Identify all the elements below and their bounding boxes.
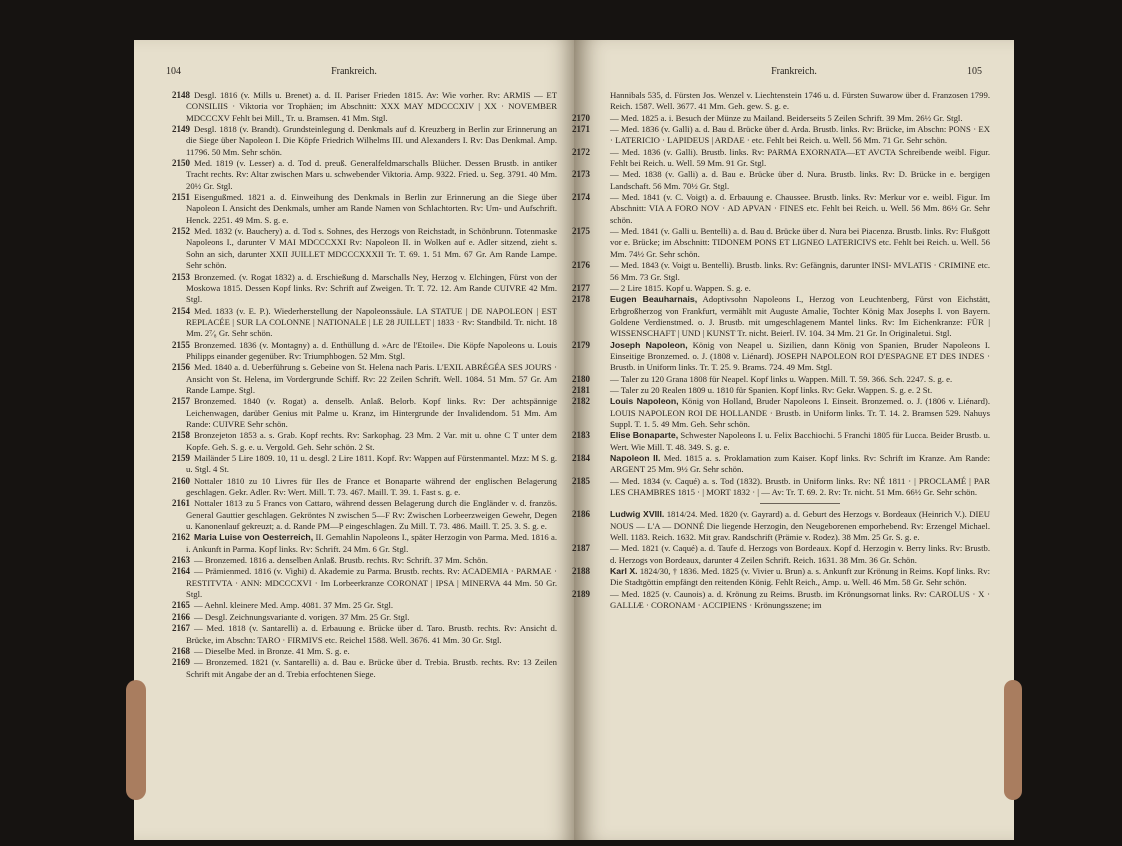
entry-text: Desgl. 1816 (v. Mills u. Brenet) a. d. II. Pariser Frieden 1815. Av: Wie vorher. Rv: ARMIS — ET CONSILIIS · Viktoria vor Trophäen; im Abschnitt: XXX MAY MDCCCXIV | XX · NOVEMBER MDCCCXV Fehlt bei Mill., Tr. u. Bramsen. 41 Mm. Stgl. (186, 90, 557, 123)
person-heading: Elise Bonaparte, (610, 430, 679, 441)
catalog-entry (172, 453, 557, 476)
lot-number: 2174 (572, 192, 590, 203)
entry-text: — Med. 1841 (v. C. Voigt) a. d. Erbauung e. Chaussee. Brustb. links. Rv: Merkur vor e. weibl. Figur. Im Abschnitt: VIA A FORO NOV · AD APVAN · FINES etc. Fehlt bei Reich. u. Well. 56 Mm. 86½ Gr. Sehr schön. (610, 192, 990, 225)
entry-text: Bronzemed. 1840 (v. Rogat) a. denselb. Anlaß. Belorb. Kopf links. Rv: Der achtspännige Leichenwagen, darüber Genius mit Palme u. Kranz, im Hintergrunde der Invalidendom. 51 Mm. Am Rande: CUIVRE Sehr schön. (186, 396, 557, 429)
catalog-entry (172, 124, 557, 158)
catalog-entry (172, 646, 557, 657)
person-heading: Ludwig XVIII. (610, 509, 665, 520)
catalog-entry (572, 453, 991, 476)
catalog-entry (172, 555, 557, 566)
catalog-entry (572, 430, 990, 453)
lot-number: 2149 (172, 124, 190, 135)
entry-text: — Med. 1825 a. i. Besuch der Münze zu Mailand. Beiderseits 5 Zeilen Schrift. 39 Mm. 26½ Gr. Stgl. (610, 112, 963, 123)
lot-number: 2169 (172, 657, 190, 668)
lot-number: 2154 (172, 305, 190, 316)
lot-number: 2178 (572, 294, 590, 305)
entry-text: — Med. 1843 (v. Voigt u. Bentelli). Brustb. links. Rv: Gefängnis, darunter INSI- MVLATIS · CRIMINE etc. 56 Mm. 73 Gr. Stgl. (610, 260, 990, 282)
person-heading: Maria Luise von Oesterreich, (194, 532, 314, 543)
catalog-entry (172, 396, 557, 430)
person-heading: Eugen Beauharnais, (610, 294, 698, 305)
lot-number: 2172 (572, 146, 590, 157)
catalog-entry (172, 158, 557, 192)
entry-text: Med. 1832 (v. Bauchery) a. d. Tod s. Sohnes, des Herzogs von Reichstadt, in Schönbrunn. Totenmaske Napoleons I., darunter V MAI MDCCCXXI Rv: Napoleon II. in Wolken auf e. Adler sitzend, zieht s. Sohn an sich, darunter XXII JUILLET MDCCCXXXII Tr. T. 69. 1. 51 Mm. 67 Gr. Am Rande Lampe. Sehr schön. (186, 226, 557, 271)
entry-text: Med. 1840 a. d. Ueberführung s. Gebeine von St. Helena nach Paris. L'EXIL ABRÉGÉA SES JOURS · Ansicht von St. Helena, im Vordergrunde Schiff. Rv: 22 Zeilen Schrift. Well. 1084. 51 Mm. 57 Gr. Am Rande Lampe. Stgl. (186, 362, 557, 395)
entry-text: — Desgl. Zeichnungsvariante d. vorigen. 37 Mm. 25 Gr. Stgl. (194, 611, 410, 622)
entry-text: 1824/30, † 1836. Med. 1825 (v. Vivier u. Brun) a. s. Ankunft zur Krönung in Reims. Kopf links. Rv: Die Stadtgöttin empfängt den reitenden König. Fehlt Reich., Amp. u. Well. 46 Mm. 58 Gr. Sehr schön. (610, 566, 990, 588)
page-number: 104 (166, 66, 181, 77)
lot-number: 2181 (572, 384, 590, 395)
person-heading: Joseph Napoleon, (610, 339, 688, 350)
entry-text: Adoptivsohn Napoleons I., Herzog von Leuchtenberg, Fürst von Eichstätt, Erbgroßherzog von Frankfurt, vermählt mit Auguste Amalie, Tochter König Max Josephs I. von Bayern. Goldene Verdienstmed. o. J. Brustb. mit umgeschlagenem Mantel links. Rv: Im Eichenkranze: FÜR | WISSENSCHAFT | UND | KUNST Tr. nicht. Beierl. IV. 104. 34 Mm. 21 Gr. In Originaletui. Stgl. (610, 294, 990, 339)
catalog-entry (572, 373, 990, 385)
lot-number: 2188 (572, 566, 590, 577)
lot-number: 2158 (172, 430, 190, 441)
catalog-entry (572, 294, 990, 339)
catalog-entry (572, 260, 990, 283)
catalog-entry (172, 476, 557, 499)
lot-number: 2182 (572, 396, 590, 407)
entry-text: — Prämienmed. 1816 (v. Vighi) d. Akademie zu Parma. Brustb. rechts. Rv: ACADEMIA · PARMAE · RESTITVTA · ANN: MDCCCXVI · Im Lorbeerkranze CORONAT | IPSA | MINERVA 44 Mm. 50 Gr. Stgl. (186, 566, 557, 600)
thumb-left (126, 680, 146, 800)
lot-number: 2168 (172, 645, 190, 656)
catalog-entries-right (572, 90, 991, 611)
lot-number: 2153 (172, 271, 190, 282)
catalog-entry (172, 340, 557, 363)
lot-number: 2160 (172, 475, 190, 486)
entry-text: König von Neapel u. Sizilien, dann König von Spanien, Bruder Napoleons I. Einseitige Bronzemed. o. J. (1808 v. Liénard). JOSEPH NAPOLEON ROI D'ESPAGNE ET DES INDES · Brustb. in Uniform links. Tr. T. 25. 9. Brams. 724. 49 Mm. Stgl. (610, 339, 990, 373)
left-page (134, 40, 574, 840)
thumb-right (1004, 680, 1022, 800)
person-heading: Napoleon II. (610, 453, 661, 463)
entry-text: Bronzemed. 1836 (v. Montagny) a. d. Enthüllung d. »Arc de l'Etoile«. Die Köpfe Napoleons u. Louis Philipps einander gegenüber. Rv: Triumphbogen. 52 Mm. Stgl. (186, 339, 557, 361)
lot-number: 2167 (172, 623, 190, 634)
person-heading: Louis Napoleon, (610, 396, 679, 407)
entry-text: Bronzejeton 1853 a. s. Grab. Kopf rechts. Rv: Sarkophag. 23 Mm. 2 Var. mit u. ohne C T unter dem Kopfe. Geh. S. g. e. u. Vergold. Geh. Sehr schön. 2 St. (186, 430, 557, 452)
entry-text: Nottaler 1810 zu 10 Livres für Iles de France et Bonaparte während der englischen Belagerung geschlagen. Gekr. Adler. Rv: Wert. Mill. T. 73. 467. Maill. T. 39. 1. Fast s. g. e. (186, 475, 557, 498)
catalog-entry (572, 543, 990, 566)
catalog-entry (572, 169, 990, 192)
right-page-header (602, 66, 986, 80)
catalog-entry (572, 192, 990, 226)
catalog-entry (172, 430, 557, 453)
catalog-entry (172, 90, 557, 124)
catalog-entry (172, 306, 557, 340)
lot-number: 2151 (172, 192, 190, 203)
catalog-entry (572, 475, 990, 499)
lot-number: 2171 (572, 124, 590, 135)
lot-number: 2184 (572, 453, 590, 463)
entry-text: — 2 Lire 1815. Kopf u. Wappen. S. g. e. (610, 282, 751, 293)
catalog-entry (172, 657, 557, 680)
entry-text: — Med. 1841 (v. Galli u. Bentelli) a. d. Bau d. Brücke über d. Nura bei Piacenza. Brustb. links. Rv: Flußgott vor e. Brücke; im Abschnitt: TIDONEM PONS ET LIGNEO LATERICIVS etc. Fehlt bei Reich. u. Well. 56 Mm. 74½ Gr. Sehr schön. (610, 226, 990, 259)
entry-text: — Taler zu 20 Realen 1809 u. 1810 für Spanien. Kopf links. Rv: Gekr. Wappen. S. g. e. 2 St. (610, 384, 933, 395)
lot-number: 2163 (172, 555, 190, 566)
entry-text: — Bronzemed. 1816 a. denselben Anlaß. Brustb. rechts. Rv: Schrift. 37 Mm. Schön. (194, 555, 488, 566)
catalog-entry (572, 588, 990, 612)
catalog-entry (172, 362, 557, 396)
entry-text: Nottaler 1813 zu 5 Francs von Cattaro, während dessen Belagerung durch die Engländer v. d. französ. General Gauttier geschlagen. Gekröntes N zwischen 5—F Rv: Zwischen Lorbeerzweigen Gewehr, Degen u. Kanonenlauf gekreuzt; a. d. Rande PM—P eingeschlagen. Zu Mill. T. 73. 486. Maill. T. 25. 3. S. g. e. (186, 498, 557, 532)
entry-text: Med. 1833 (v. E. P.). Wiederherstellung der Napoleonssäule. LA STATUE | DE NAPOLEON | EST REPLACÉE | SUR LA COLONNE | NATIONALE | LE 28 JUILLET | 1833 · Rv: Standbild. Tr. nicht. 18 Mm. 2⁷⁄₈ Gr. Sehr schön. (186, 305, 557, 339)
entry-text: — Med. 1821 (v. Caqué) a. d. Taufe d. Herzogs von Bordeaux. Kopf d. Herzogin v. Berry links. Rv: Brustb. d. Herzogs von Bordeaux, darunter 4 Zeilen Schrift. Reich. 1631. 38 Mm. 36 Gr. Schön. (610, 543, 990, 565)
catalog-entry (172, 272, 557, 306)
left-page-header (162, 66, 546, 80)
lot-number: 2152 (172, 226, 190, 237)
entry-text: — Med. 1838 (v. Galli) a. d. Bau e. Brücke über d. Nura. Brustb. links. Rv: D. Brücke in e. bergigen Landschaft. 56 Mm. 70½ Gr. Stgl. (610, 169, 990, 191)
lot-number: 2156 (172, 362, 190, 373)
catalog-entry (572, 226, 990, 260)
entry-text: — Bronzemed. 1821 (v. Santarelli) a. d. Bau e. Brücke über d. Trebia. Brustb. rechts. Rv: 13 Zeilen Schrift mit Angabe der an d. Trebia erfochtenen Siege. (186, 657, 557, 679)
catalog-entry (572, 396, 990, 430)
entry-text: — Med. 1818 (v. Santarelli) a. d. Erbauung e. Brücke über d. Taro. Brustb. rechts. Rv: Ansicht d. Brücke, im Abschn: TARO · FIRMIVS etc. Reichel 1588. Well. 3676. 41 Mm. 30 Gr. Stgl. (186, 623, 557, 645)
lot-number: 2180 (572, 373, 590, 384)
entry-text: — Med. 1825 (v. Caunois) a. d. Krönung zu Reims. Brustb. im Krönungsornat links. Rv: CAROLUS · X · GALLIÆ · CORONAM · ACCIPIENS · Krönungsszene; im (610, 588, 990, 611)
lot-number: 2173 (572, 169, 590, 180)
lot-number: 2189 (572, 588, 590, 599)
lot-number: 2155 (172, 339, 190, 350)
section-divider (760, 503, 840, 504)
entry-text: 1814/24. Med. 1820 (v. Gayrard) a. d. Geburt des Herzogs v. Bordeaux (Heinrich V.). DIEU NOUS — L'A — DONNÉ Die liegende Herzogin, den Neugeborenen emporhebend. Rv: Erzengel Michael. Well. 1183. Reich. 1632. Mit grav. Randschrift (Prämie v. Rodez). 38 Mm. 25 Gr. S. g. e. (610, 509, 990, 543)
catalog-entry (572, 384, 990, 396)
lot-number: 2185 (572, 475, 590, 486)
lot-number: 2157 (172, 396, 190, 407)
entry-text: — Med. 1836 (v. Galli). Brustb. links. Rv: PARMA EXORNATA—ET AVCTA Schreibende weibl. Figur. Fehlt bei Reich. u. Well. 59 Mm. 91 Gr. Stgl. (610, 146, 990, 169)
entry-text: — Dieselbe Med. in Bronze. 41 Mm. S. g. e. (194, 645, 350, 656)
entry-text: Med. 1819 (v. Lesser) a. d. Tod d. preuß. Generalfeldmarschalls Blücher. Dessen Brustb. in antiker Tracht rechts. Rv: Altar zwischen Mars u. schwebender Viktoria. Amp. 9322. Fried. u. Seg. 3791. 40 Mm. 20½ Gr. Stgl. (186, 158, 557, 191)
entry-text: Mailänder 5 Lire 1809. 10, 11 u. desgl. 2 Lire 1811. Kopf. Rv: Wappen auf Fürstenmantel. Mzz: M S. g. u. Stgl. 4 St. (186, 453, 557, 475)
catalog-entry (172, 566, 557, 600)
running-title: Frankreich. (771, 66, 817, 77)
continued-entry (610, 90, 990, 113)
catalog-entry (572, 124, 990, 147)
catalog-entry (172, 226, 557, 271)
lot-number: 2165 (172, 600, 190, 611)
catalog-entry (172, 600, 557, 611)
entry-text: — Med. 1834 (v. Caqué) a. s. Tod (1832). Brustb. in Uniform links. Rv: NÉ 1811 · | PROCLAMÉ | PAR LES CHAMBRES 1815 · | MORT 1832 · | — Av: Tr. T. 69. 2. Rv: Tr. nicht. 51 Mm. 66½ Gr. Sehr schön. (610, 475, 990, 498)
lot-number: 2159 (172, 453, 190, 463)
entry-text: Hannibals 535, d. Fürsten Jos. Wenzel v. Liechtenstein 1746 u. d. Fürsten Suwarow über d. Franzosen 1799. Reich. 1587. Well. 3677. 41 Mm. Geh. gew. S. g. e. (610, 90, 990, 112)
book-spread (134, 40, 1014, 840)
lot-number: 2187 (572, 543, 590, 554)
lot-number: 2176 (572, 260, 590, 271)
catalog-entry (572, 566, 990, 589)
entry-text: Desgl. 1818 (v. Brandt). Grundsteinlegung d. Denkmals auf d. Kreuzberg in Berlin zur Erinnerung an die Siege über Napoleon I. Die Köpfe Friedrich Wilhelms III. und Alexanders I. Rv: Das Denkmal. Amp. 11796. 50 Mm. Sehr schön. (186, 124, 557, 157)
catalog-entry (172, 623, 557, 646)
entry-text: Med. 1815 a. s. Proklamation zum Kaiser. Kopf links. Rv: Schrift im Kranze. Am Rande: ARGENT 25 Mm. 9½ Gr. Sehr schön. (610, 453, 991, 475)
lot-number: 2150 (172, 158, 190, 169)
lot-number: 2183 (572, 430, 590, 441)
catalog-entry (572, 282, 990, 294)
lot-number: 2186 (572, 509, 590, 520)
catalog-entry (572, 112, 990, 124)
catalog-entry (572, 339, 990, 374)
entry-text: Bronzemed. (v. Rogat 1832) a. d. Erschießung d. Marschalls Ney, Herzog v. Elchingen, Fürst von der Moskowa 1815. Dessen Kopf links. Rv: Schrift auf Zweigen. Tr. T. 72. 12. Am Rande CUIVRE 42 Mm. Stgl. (186, 271, 557, 305)
right-page (574, 40, 1014, 840)
entry-text: — Taler zu 120 Grana 1808 für Neapel. Kopf links u. Wappen. Mill. T. 59. 366. Sch. 2247. S. g. e. (610, 373, 953, 384)
catalog-entry (172, 192, 557, 226)
lot-number: 2148 (172, 90, 190, 100)
entry-text: Eisengußmed. 1821 a. d. Einweihung des Denkmals in Berlin zur Erinnerung an die Siege über Napoleon I. Ansicht des Denkmals, umher am Rande Namen von Schlachtorten. Rv: Um- und Aufschrift. Henck. 2251. 49 Mm. S. g. e. (186, 192, 557, 225)
catalog-entries-left (172, 90, 557, 680)
entry-text: II. Gemahlin Napoleons I., später Herzogin von Parma. Med. 1816 a. i. Ankunft in Parma. Kopf links. Rv: Schrift. 24 Mm. 6 Gr. Stgl. (186, 532, 557, 554)
catalog-entry (572, 146, 990, 170)
catalog-entry (172, 498, 557, 532)
lot-number: 2161 (172, 498, 190, 509)
entry-text: König von Holland, Bruder Napoleons I. Einseit. Bronzemed. o. J. (1806 v. Liénard). LOUIS NAPOLEON ROI DE HOLLANDE · Brustb. in Uniform links. Tr. T. 14. 2. Bramsen 529. Nahuys Suppl. T. 1. 5. 49 Mm. Geh. Sehr schön. (610, 396, 990, 429)
catalog-entry (172, 612, 557, 623)
lot-number: 2164 (172, 566, 190, 577)
catalog-entry (172, 532, 557, 555)
page-number: 105 (967, 66, 982, 77)
person-heading: Karl X. (610, 566, 638, 577)
lot-number: 2175 (572, 226, 590, 237)
entry-text: Schwester Napoleons I. u. Felix Bacchiochi. 5 Franchi 1805 für Lucca. Beider Brustb. u. Wert. Wie Mill. T. 48. 349. S. g. e. (610, 430, 990, 452)
entry-text: — Med. 1836 (v. Galli) a. d. Bau d. Brücke über d. Arda. Brustb. links. Rv: Brücke, im Abschn: PONS · EX · LATERICIO · LAPIDEUS | ARDAE · etc. Fehlt bei Reich. u. Well. 56 Mm. 71 Gr. Sehr schön. (610, 124, 990, 146)
lot-number: 2170 (572, 112, 590, 123)
entry-text: — Aehnl. kleinere Med. Amp. 4081. 37 Mm. 25 Gr. Stgl. (194, 600, 394, 611)
lot-number: 2177 (572, 282, 590, 293)
lot-number: 2166 (172, 611, 190, 622)
lot-number: 2162 (172, 532, 190, 543)
lot-number: 2179 (572, 339, 590, 350)
catalog-entry (572, 509, 990, 543)
running-title: Frankreich. (331, 66, 377, 77)
